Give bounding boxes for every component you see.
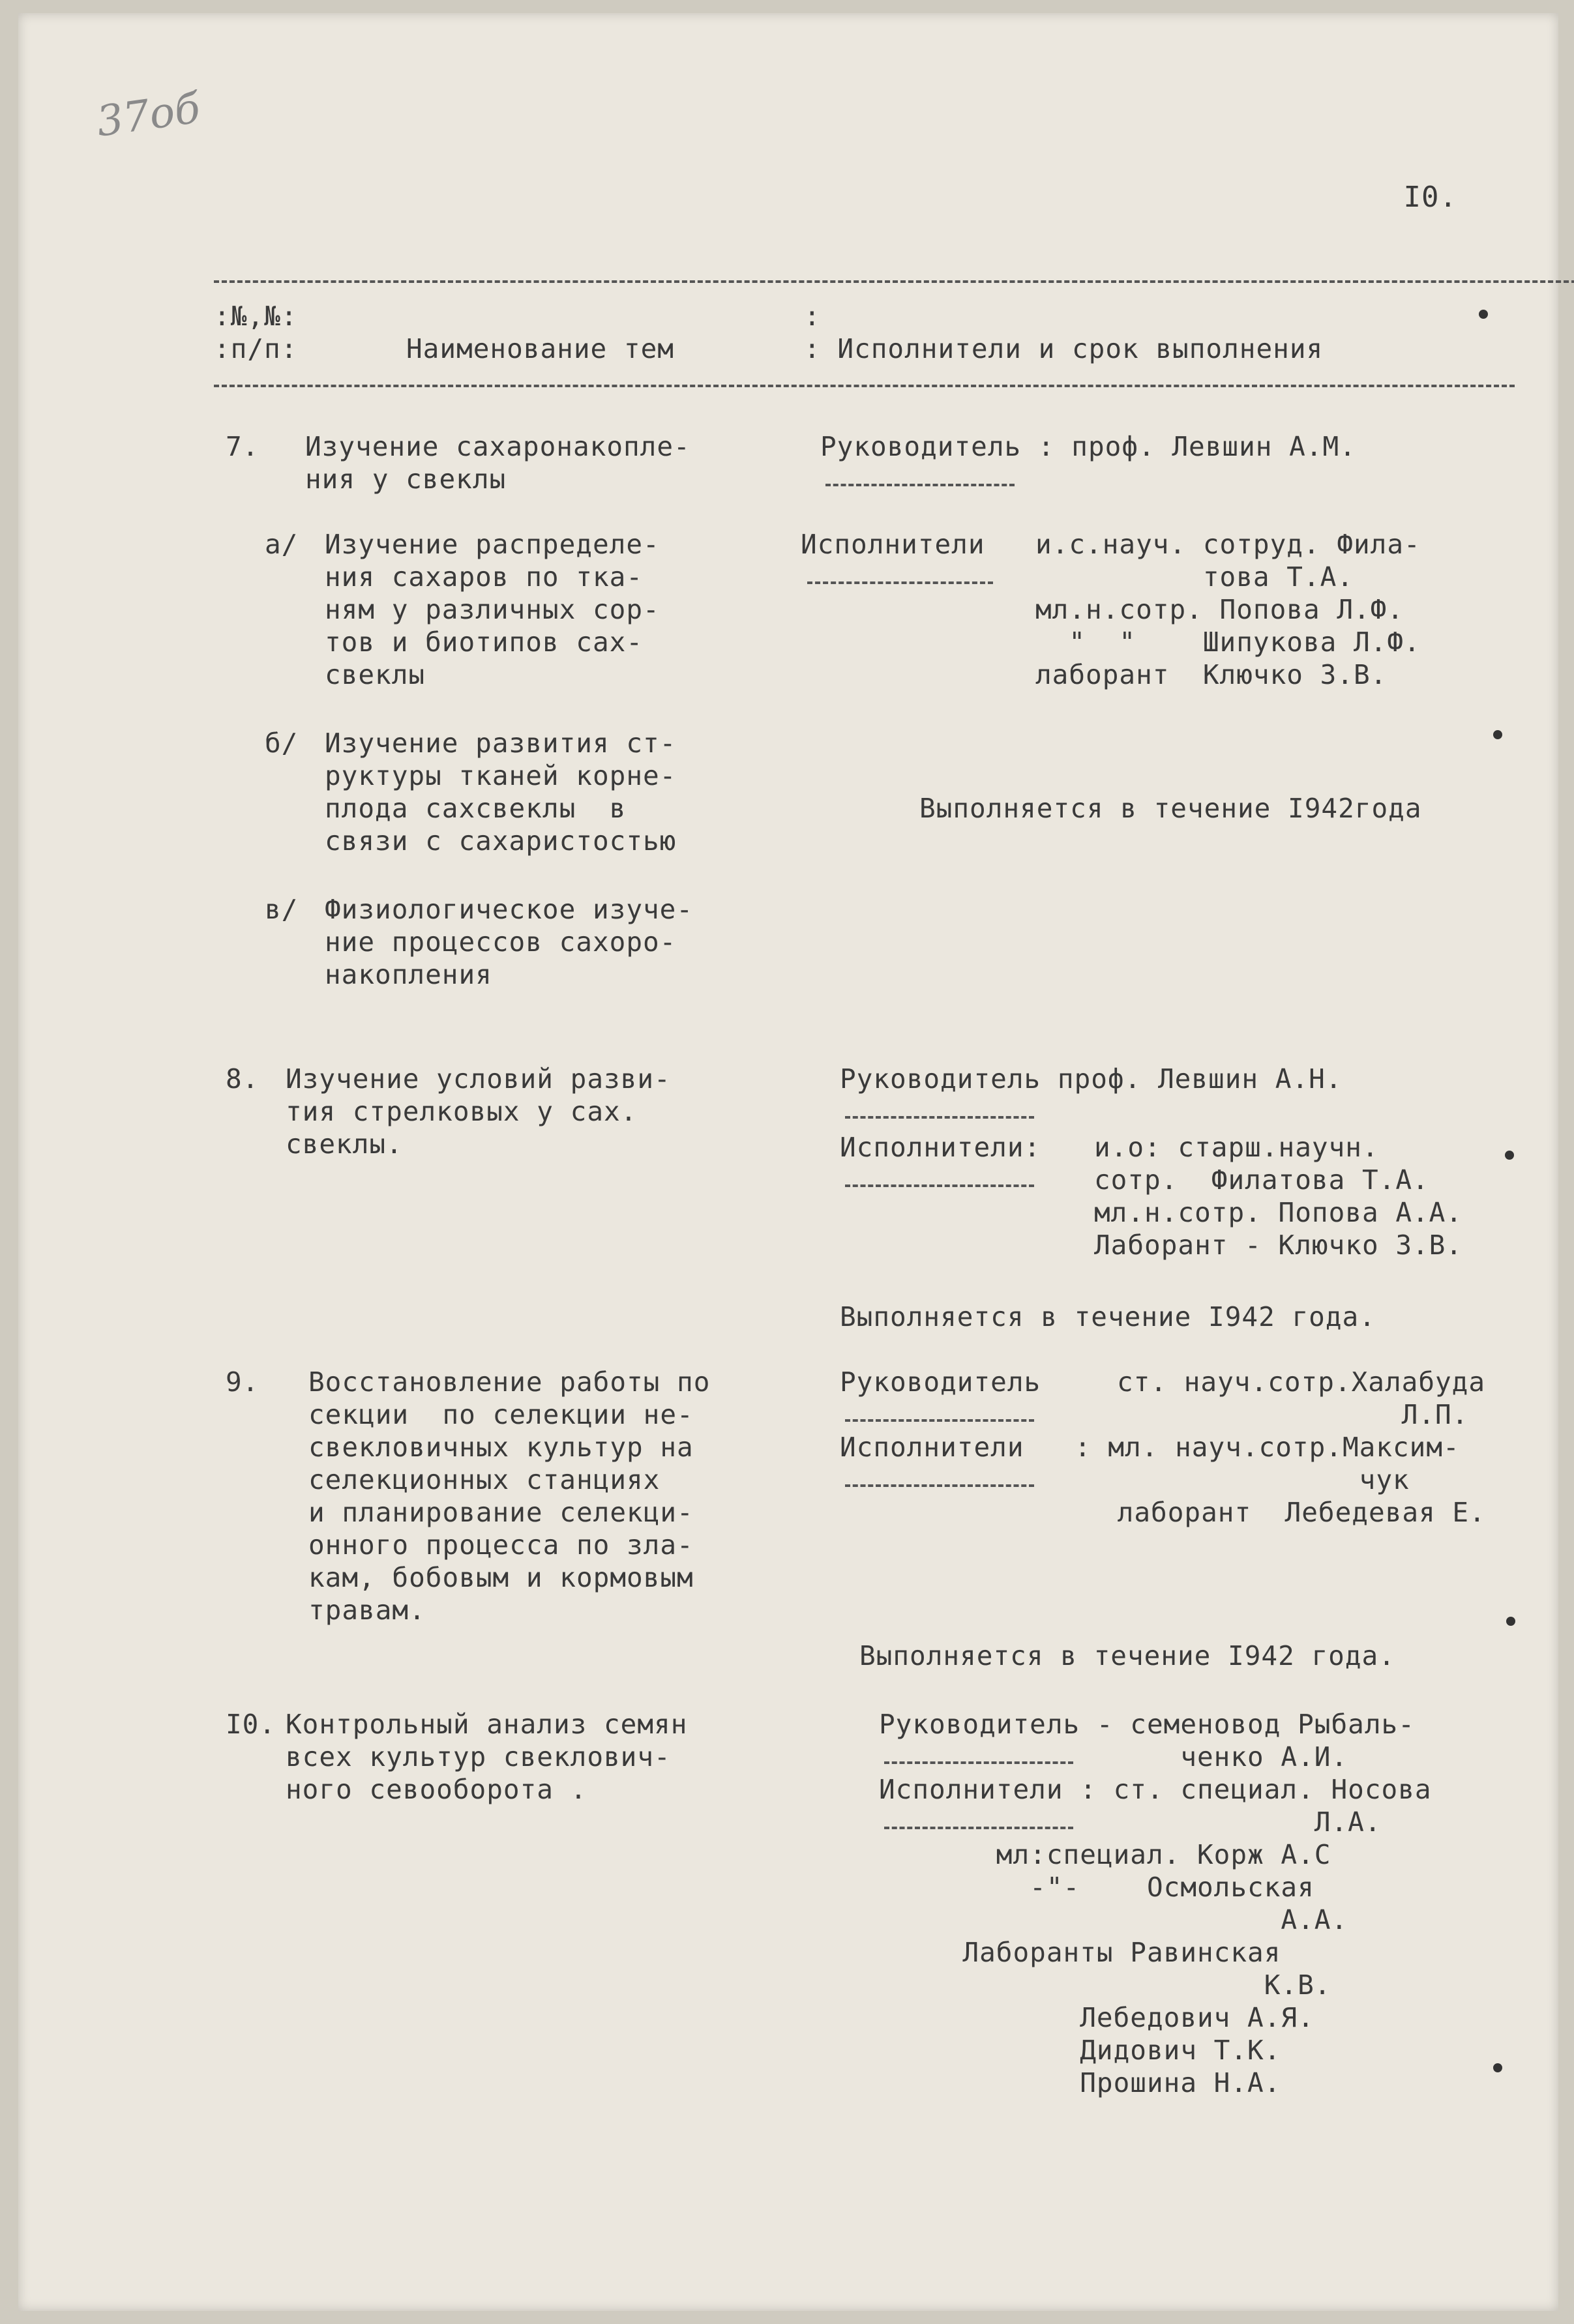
item-leader: Руководитель : проф. Левшин А.М. (820, 431, 1356, 462)
subitem-line: тов и биотипов сах- (325, 626, 643, 658)
executor-line: чук (1075, 1464, 1410, 1495)
leader-underline (845, 1116, 1034, 1119)
item-topic-line: свеклы. (286, 1128, 403, 1160)
executor-line: Дидович Т.К. (879, 2035, 1281, 2066)
executor-line: мл:специал. Корж А.С (879, 1839, 1331, 1870)
item-leader-line: ченко А.И. (879, 1741, 1348, 1772)
item-term: Выполняется в течение I942 года. (859, 1640, 1395, 1671)
header-separator: : (804, 301, 821, 332)
subitem-line: ния сахаров по тка- (325, 561, 643, 593)
item-number: I0. (226, 1709, 276, 1740)
paper-speck (1493, 730, 1502, 739)
paper-speck (1506, 1617, 1515, 1626)
subitem-line: Изучение развития ст- (325, 728, 677, 759)
paper-speck (1505, 1151, 1514, 1160)
item-term: Выполняется в течение I942 года. (840, 1301, 1376, 1332)
subitem-line: свеклы (325, 659, 426, 690)
item-topic-line: ного севооборота . (286, 1774, 587, 1805)
executor-line: Исполнители : ст. специал. Носова (879, 1774, 1432, 1805)
subitem-letter: а/ (265, 529, 299, 560)
paper-speck (1493, 2063, 1502, 2072)
item-topic-line: Контрольный анализ семян (286, 1709, 688, 1740)
executors-label: Исполнители (801, 529, 985, 560)
leader-underline (884, 1761, 1073, 1764)
header-number-label-2: :п/п: (214, 333, 298, 364)
item-topic-line: Изучение сахаронакопле- (305, 431, 690, 462)
item-topic-line: онного процесса по зла- (308, 1529, 694, 1561)
leader-label: Руководитель (840, 1366, 1041, 1398)
leader-underline (825, 484, 1015, 486)
header-number-label-1: :№,№: (214, 301, 298, 332)
executor-line: мл.н.сотр. Попова А.А. (1094, 1197, 1463, 1228)
leader-underline (845, 1419, 1034, 1422)
executors-label: Исполнители (840, 1432, 1024, 1463)
subitem-letter: в/ (265, 894, 299, 925)
header-topic-label: Наименование тем (406, 333, 674, 364)
executor-line: " " Шипукова Л.Ф. (1035, 626, 1421, 658)
subitem-line: ням у различных сор- (325, 594, 660, 625)
executor-line: К.В. (879, 1969, 1331, 2001)
item-topic-line: и планирование селекци- (308, 1497, 694, 1528)
executors-label: Исполнители: (840, 1132, 1041, 1163)
executor-line: Прошина Н.А. (879, 2067, 1281, 2098)
item-topic-line: Изучение условий разви- (286, 1063, 671, 1095)
subitem-line: ние процессов сахоро- (325, 926, 677, 958)
executors-underline (845, 1484, 1034, 1487)
item-number: 9. (226, 1366, 260, 1398)
item-topic-line: кам, бобовым и кормовым (308, 1562, 694, 1593)
executors-underline (807, 581, 993, 584)
subitem-line: накопления (325, 959, 492, 990)
item-leader-line: ст. науч.сотр.Халабуда (1117, 1366, 1486, 1398)
page-number: I0. (1403, 181, 1457, 214)
header-rule-bottom (214, 385, 1515, 387)
item-number: 7. (226, 431, 260, 462)
item-number: 8. (226, 1063, 260, 1095)
document-page (18, 13, 1558, 2311)
subitem-line: Физиологическое изуче- (325, 894, 694, 925)
item-term: Выполняется в течение I942года (919, 793, 1422, 824)
item-topic-line: Восстановление работы по (308, 1366, 711, 1398)
item-topic-line: ния у свеклы (305, 463, 507, 495)
executor-line: -"- Осмольская (879, 1872, 1314, 1903)
executor-line: лаборант Ключко З.В. (1035, 659, 1388, 690)
item-leader: Руководитель проф. Левшин А.Н. (840, 1063, 1343, 1095)
archive-page-mark: 37об (93, 84, 203, 147)
executor-line: Лаборанты Равинская (879, 1937, 1281, 1968)
executor-line: Лаборант - Ключко З.В. (1094, 1229, 1463, 1261)
executor-line: А.А. (879, 1904, 1348, 1935)
executor-line: сотр. Филатова Т.А. (1094, 1164, 1429, 1196)
subitem-line: связи с сахаристостью (325, 825, 677, 857)
paper-speck (1479, 310, 1488, 319)
item-topic-line: селекционных станциях (308, 1464, 661, 1495)
subitem-line: Изучение распределе- (325, 529, 660, 560)
item-topic-line: секции по селекции не- (308, 1399, 694, 1430)
executor-line: това Т.А. (1035, 561, 1354, 593)
header-executors-label: : Исполнители и срок выполнения (804, 333, 1324, 364)
header-rule-top (214, 280, 1574, 283)
item-topic-line: тия стрелковых у сах. (286, 1096, 638, 1127)
item-topic-line: свекловичных культур на (308, 1432, 694, 1463)
subitem-line: плода сахсвеклы в (325, 793, 627, 824)
item-leader-line: Руководитель - семеновод Рыбаль- (879, 1709, 1415, 1740)
executor-line: мл.н.сотр. Попова Л.Ф. (1035, 594, 1404, 625)
executors-underline (845, 1184, 1034, 1187)
executor-line: лаборант Лебедевая Е. (1101, 1497, 1486, 1528)
executor-line: : мл. науч.сотр.Максим- (1075, 1432, 1460, 1463)
item-topic-line: травам. (308, 1595, 426, 1626)
executor-line: и.о: старш.научн. (1094, 1132, 1379, 1163)
item-topic-line: всех культур свеклович- (286, 1741, 671, 1772)
executor-line: и.с.науч. сотруд. Фила- (1035, 529, 1421, 560)
subitem-letter: б/ (265, 728, 299, 759)
subitem-line: руктуры тканей корне- (325, 760, 677, 791)
item-leader-line: Л.П. (1117, 1399, 1469, 1430)
executor-line: Л.А. (879, 1806, 1382, 1838)
executor-line: Лебедович А.Я. (879, 2002, 1314, 2033)
